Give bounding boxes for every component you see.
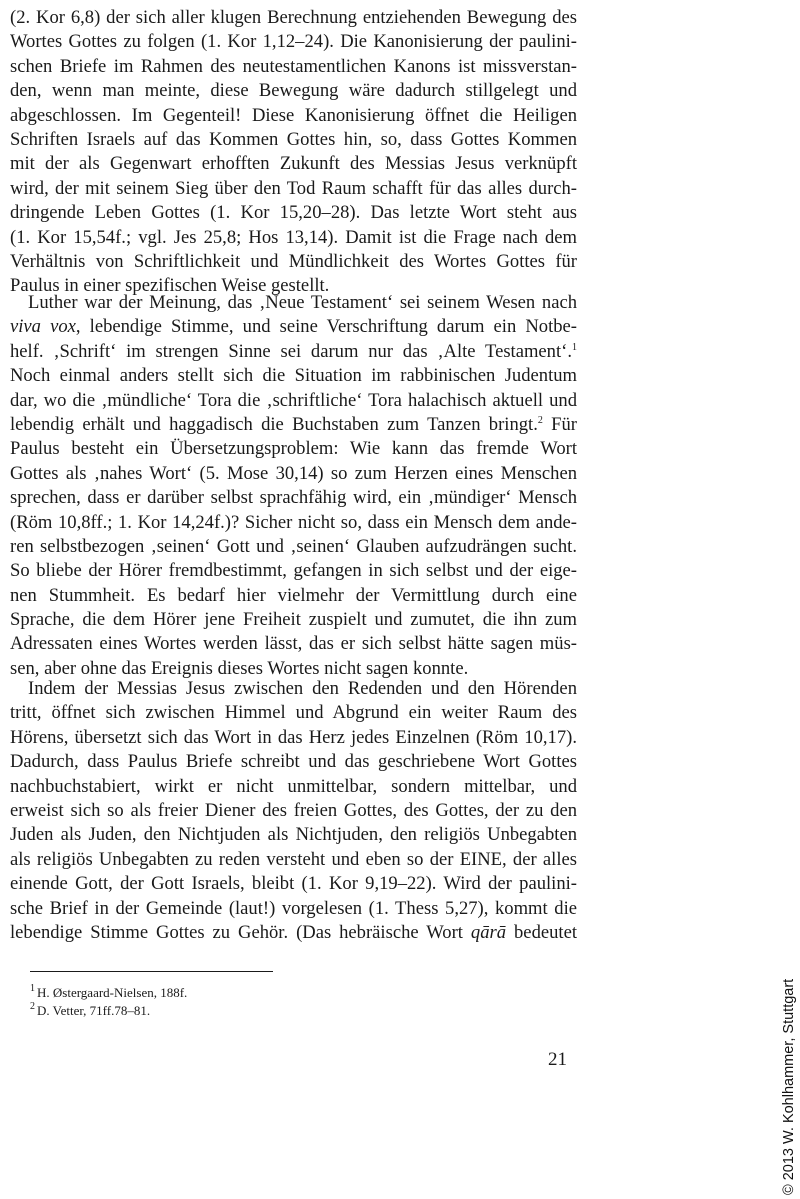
footnote-number: 2	[30, 1001, 35, 1012]
text-span: Für	[542, 413, 577, 435]
text-line: nen Stummheit. Es bedarf hier vielmehr der Vermittlung durch eine	[10, 584, 577, 606]
text-line: (Röm 10,8ff.; 1. Kor 14,24f.)? Sicher nicht so, dass ein Mensch dem ande-	[10, 511, 577, 533]
text-line: den, wenn man meinte, diese Bewegung wäre dadurch stillgelegt und	[10, 80, 577, 102]
text-span: , lebendige Stimme, und seine Verschriftung darum ein Notbe-	[75, 316, 577, 338]
footnote-text: H. Østergaard-Nielsen, 188f.	[37, 985, 188, 1000]
text-line: erweist sich so als freier Diener des freien Gottes, des Gottes, der zu den	[10, 799, 577, 821]
paragraph-3	[10, 677, 577, 945]
text-line: Gottes als ‚nahes Wort‘ (5. Mose 30,14) so zum Herzen eines Menschen	[10, 462, 577, 484]
text-line: sprechen, dass er darüber selbst sprachfähig wird, ein ‚mündiger‘ Mensch	[10, 487, 577, 509]
footnote-2	[30, 1002, 430, 1020]
hebrew-term: qārā	[470, 921, 507, 943]
text-line	[10, 413, 577, 437]
text-line: tritt, öffnet sich zwischen Himmel und Abgrund ein weiter Raum des	[10, 702, 577, 724]
text-line: (1. Kor 15,54f.; vgl. Jes 25,8; Hos 13,14). Damit ist die Frage nach dem	[10, 226, 577, 248]
text-line: Paulus in einer spezifischen Weise gestellt.	[10, 275, 330, 297]
text-line: einende Gott, der Gott Israels, bleibt (1. Kor 9,19–22). Wird der paulini-	[10, 873, 577, 895]
text-line: schen Briefe im Rahmen des neutestamentlichen Kanons ist missverstan-	[10, 55, 577, 77]
page-number: 21	[548, 1049, 567, 1070]
footnotes	[30, 984, 430, 1020]
text-line	[10, 921, 577, 945]
text-line: sche Brief in der Gemeinde (laut!) vorgelesen (1. Thess 5,27), kommt die	[10, 897, 577, 919]
text-line: Dadurch, dass Paulus Briefe schreibt und das geschriebene Wort Gottes	[10, 751, 577, 773]
text-line: dringende Leben Gottes (1. Kor 15,20–28). Das letzte Wort steht aus	[10, 202, 577, 224]
text-line: Schriften Israels auf das Kommen Gottes hin, so, dass Gottes Kommen	[10, 128, 577, 150]
text-line: mit der als Gegenwart erhofften Zukunft des Messias Jesus verknüpft	[10, 153, 577, 175]
latin-term: viva vox	[10, 316, 76, 338]
text-line: wird, der mit seinem Sieg über den Tod Raum schafft für das alles durch-	[10, 177, 577, 199]
text-line: Adressaten eines Wortes werden lässt, das er sich selbst hätte sagen müs-	[10, 633, 577, 655]
text-line	[10, 340, 577, 364]
paragraph-2	[10, 291, 577, 681]
text-line: Noch einmal anders stellt sich die Situation im rabbinischen Judentum	[10, 365, 577, 387]
text-line	[10, 315, 577, 339]
footnote-1	[30, 984, 430, 1002]
text-line: sen, aber ohne das Ereignis dieses Wortes nicht sagen konnte.	[10, 657, 469, 679]
text-span: helf. ‚Schrift‘ im strengen Sinne sei darum nur das ‚Alte Testament‘.	[10, 340, 572, 362]
text-line: Wortes Gottes zu folgen (1. Kor 1,12–24). Die Kanonisierung der paulini-	[10, 31, 577, 53]
footnote-divider	[30, 971, 273, 972]
text-line: Luther war der Meinung, das ‚Neue Testament‘ sei seinem Wesen nach	[28, 292, 577, 313]
footnote-ref-2[interactable]: 2	[537, 414, 543, 426]
text-line: ren selbstbezogen ‚seinen‘ Gott und ‚seinen‘ Glauben aufzudrängen sucht.	[10, 535, 577, 557]
text-line: Indem der Messias Jesus zwischen den Redenden und den Hörenden	[28, 678, 577, 699]
text-span: bedeutet	[506, 921, 577, 943]
text-line: als religiös Unbegabten zu reden versteht und eben so der EINE, der alles	[10, 848, 577, 870]
text-line: Juden als Juden, den Nichtjuden als Nichtjuden, den religiös Unbegabten	[10, 824, 577, 846]
text-span: lebendig erhält und haggadisch die Buchstaben zum Tanzen bringt.	[10, 413, 538, 435]
text-line: Paulus besteht ein Übersetzungsproblem: Wie kann das fremde Wort	[10, 438, 577, 460]
copyright-notice: © 2013 W. Kohlhammer, Stuttgart	[781, 978, 797, 1195]
text-line: Verhältnis von Schriftlichkeit und Mündlichkeit des Wortes Gottes für	[10, 250, 577, 272]
text-line: dar, wo die ‚mündliche‘ Tora die ‚schriftliche‘ Tora halachisch aktuell und	[10, 389, 577, 411]
text-line: Sprache, die dem Hörer jene Freiheit zuspielt und zumutet, die ihn zum	[10, 609, 577, 631]
footnote-number: 1	[30, 983, 35, 994]
text-span: lebendige Stimme Gottes zu Gehör. (Das hebräische Wort	[10, 921, 471, 943]
text-line: (2. Kor 6,8) der sich aller klugen Berechnung entziehenden Bewegung des	[10, 7, 577, 28]
footnote-text: D. Vetter, 71ff.78–81.	[37, 1003, 151, 1018]
text-line: abgeschlossen. Im Gegenteil! Diese Kanonisierung öffnet die Heiligen	[10, 104, 577, 126]
footnote-ref-1[interactable]: 1	[572, 341, 577, 353]
text-line: So bliebe der Hörer fremdbestimmt, gefangen in sich selbst und der eige-	[10, 560, 577, 582]
text-line: nachbuchstabiert, wirkt er nicht unmittelbar, sondern mittelbar, und	[10, 775, 577, 797]
text-line: Hörens, übersetzt sich das Wort in das Herz jedes Einzelnen (Röm 10,17).	[10, 726, 577, 748]
paragraph-1	[10, 6, 577, 299]
